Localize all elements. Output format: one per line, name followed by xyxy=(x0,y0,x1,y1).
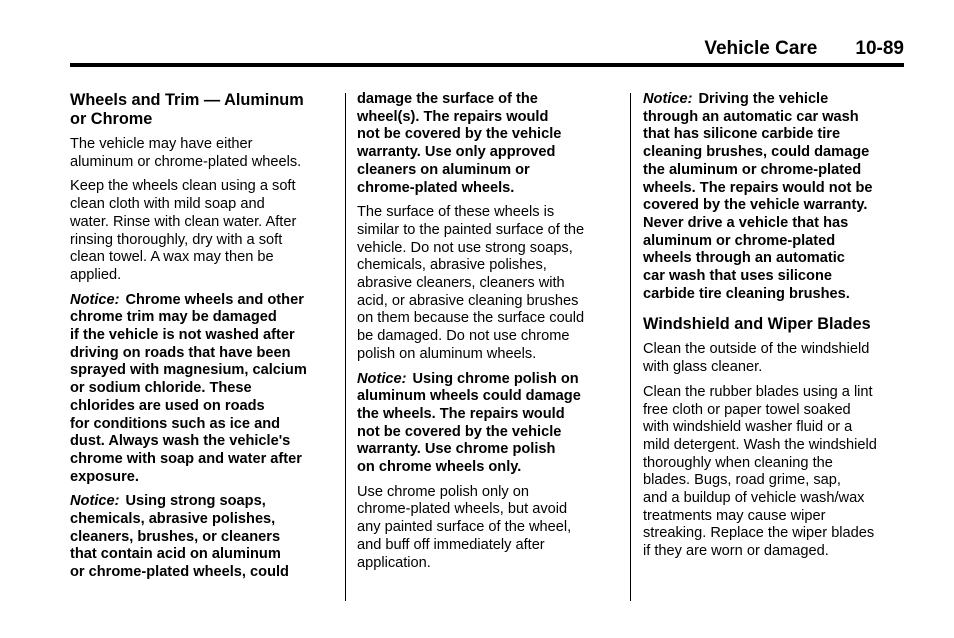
line-text: polish on aluminum wheels. xyxy=(357,345,537,362)
section-heading-windshield xyxy=(643,315,905,334)
line-text: wheel(s). The repairs would xyxy=(357,108,549,125)
text-line xyxy=(643,315,905,334)
line-text: through an automatic car wash xyxy=(643,108,859,125)
line-text: wheels through an automatic xyxy=(643,250,845,267)
text-line xyxy=(357,388,613,406)
column-divider-1 xyxy=(345,93,346,601)
line-text: Keep the wheels clean using a soft xyxy=(70,178,296,195)
line-text: covered by the vehicle warranty. xyxy=(643,197,868,214)
notice-block xyxy=(70,493,334,582)
line-text: Windshield and Wiper Blades xyxy=(643,315,871,334)
text-line xyxy=(357,180,613,198)
paragraph xyxy=(357,204,613,363)
text-line xyxy=(357,310,613,328)
text-line xyxy=(70,345,334,363)
text-line xyxy=(357,275,613,293)
line-text: cleaners on aluminum or xyxy=(357,161,530,178)
header-rule xyxy=(70,63,904,67)
line-text: Using chrome polish on xyxy=(412,370,579,387)
line-text: aluminum or chrome-plated xyxy=(643,232,836,249)
text-line xyxy=(70,493,334,511)
line-text: or sodium chloride. These xyxy=(70,380,252,397)
line-text: on chrome wheels only. xyxy=(357,459,522,476)
text-line xyxy=(643,250,905,268)
line-text: Chrome wheels and other xyxy=(125,291,304,308)
text-line xyxy=(357,519,613,537)
text-line xyxy=(357,144,613,162)
line-text: wheels. The repairs would not be xyxy=(643,179,873,196)
line-text: the wheels. The repairs would xyxy=(357,405,565,422)
text-line xyxy=(357,346,613,364)
line-text: if the vehicle is not washed after xyxy=(70,327,295,344)
text-line xyxy=(70,564,334,582)
text-line xyxy=(70,91,334,110)
text-line xyxy=(70,416,334,434)
line-text: blades. Bugs, road grime, sap, xyxy=(643,472,841,489)
text-line xyxy=(70,196,334,214)
line-text: carbide tire cleaning brushes. xyxy=(643,285,850,302)
line-text: chlorides are used on roads xyxy=(70,397,265,414)
text-line xyxy=(357,126,613,144)
text-line xyxy=(70,327,334,345)
text-line xyxy=(643,543,905,561)
text-line xyxy=(643,525,905,543)
text-line xyxy=(70,136,334,154)
line-text: that has silicone carbide tire xyxy=(643,126,841,143)
line-text: free cloth or paper towel soaked xyxy=(643,401,851,418)
line-text: chrome trim may be damaged xyxy=(70,309,277,326)
text-line xyxy=(357,222,613,240)
page-number: 10-89 xyxy=(855,38,904,59)
text-line xyxy=(357,240,613,258)
line-text: cleaning brushes, could damage xyxy=(643,144,870,161)
line-text: Using strong soaps, xyxy=(125,493,266,510)
text-line xyxy=(357,537,613,555)
page-header xyxy=(70,37,904,61)
notice-label: Notice: xyxy=(643,91,693,107)
line-text: exposure. xyxy=(70,468,139,485)
line-text: chemicals, abrasive polishes, xyxy=(357,257,547,274)
line-text: chemicals, abrasive polishes, xyxy=(70,511,276,528)
text-line xyxy=(70,546,334,564)
text-line xyxy=(357,109,613,127)
line-text: chrome with soap and water after xyxy=(70,450,302,467)
text-line xyxy=(70,249,334,267)
section-title: Vehicle Care xyxy=(704,38,818,59)
text-line xyxy=(643,109,905,127)
line-text: acid, or abrasive cleaning brushes xyxy=(357,292,579,309)
line-text: mild detergent. Wash the windshield xyxy=(643,436,877,453)
line-text: rinsing thoroughly, dry with a soft xyxy=(70,231,283,248)
line-text: aluminum wheels could damage xyxy=(357,388,581,405)
line-text: sprayed with magnesium, calcium xyxy=(70,362,307,379)
notice-block xyxy=(357,371,613,477)
text-line xyxy=(357,555,613,573)
text-line xyxy=(643,437,905,455)
line-text: Use chrome polish only on xyxy=(357,483,529,500)
line-text: streaking. Replace the wiper blades xyxy=(643,525,875,542)
text-line xyxy=(70,178,334,196)
line-text: and buff off immediately after xyxy=(357,536,545,553)
text-line xyxy=(357,257,613,275)
text-line xyxy=(70,433,334,451)
notice-label: Notice: xyxy=(70,291,120,308)
text-line xyxy=(643,455,905,473)
text-line xyxy=(357,501,613,519)
line-text: Never drive a vehicle that has xyxy=(643,214,849,231)
text-line xyxy=(357,293,613,311)
paragraph xyxy=(643,384,905,561)
line-text: the aluminum or chrome-plated xyxy=(643,161,862,178)
text-line xyxy=(357,162,613,180)
text-line xyxy=(643,268,905,286)
text-line xyxy=(357,328,613,346)
text-line xyxy=(357,406,613,424)
text-line xyxy=(70,214,334,232)
line-text: not be covered by the vehicle xyxy=(357,423,562,440)
line-text: chrome-plated wheels. xyxy=(357,179,515,196)
text-line xyxy=(357,91,613,109)
text-line xyxy=(643,162,905,180)
line-text: cleaners, brushes, or cleaners xyxy=(70,528,281,545)
text-line xyxy=(643,215,905,233)
text-line xyxy=(70,380,334,398)
line-text: on them because the surface could xyxy=(357,310,585,327)
line-text: car wash that uses silicone xyxy=(643,268,832,285)
text-line xyxy=(70,110,334,129)
line-text: clean cloth with mild soap and xyxy=(70,196,265,213)
line-text: water. Rinse with clean water. After xyxy=(70,213,297,230)
text-line xyxy=(357,204,613,222)
text-line xyxy=(643,402,905,420)
text-line xyxy=(643,419,905,437)
text-line xyxy=(643,144,905,162)
text-line xyxy=(357,459,613,477)
column-divider-2 xyxy=(630,93,631,601)
notice-block xyxy=(70,292,334,487)
line-text: abrasive cleaners, cleaners with xyxy=(357,275,565,292)
line-text: warranty. Use only approved xyxy=(357,144,556,161)
line-text: or chrome-plated wheels, could xyxy=(70,564,289,581)
line-text: application. xyxy=(357,554,431,571)
column-1 xyxy=(70,91,334,589)
text-line xyxy=(643,180,905,198)
line-text: or Chrome xyxy=(70,110,153,128)
text-line xyxy=(643,472,905,490)
section-heading-wheels xyxy=(70,91,334,129)
text-line xyxy=(70,292,334,310)
text-line xyxy=(643,341,905,359)
line-text: applied. xyxy=(70,266,122,283)
line-text: with windshield washer fluid or a xyxy=(643,419,853,436)
line-text: thoroughly when cleaning the xyxy=(643,454,833,471)
line-text: and a buildup of vehicle wash/wax xyxy=(643,490,865,507)
line-text: vehicle. Do not use strong soaps, xyxy=(357,239,573,256)
line-text: damage the surface of the xyxy=(357,91,538,107)
notice-label: Notice: xyxy=(357,370,407,387)
line-text: not be covered by the vehicle xyxy=(357,126,562,143)
line-text: any painted surface of the wheel, xyxy=(357,519,572,536)
text-line xyxy=(643,508,905,526)
line-text: treatments may cause wiper xyxy=(643,507,826,524)
line-text: driving on roads that have been xyxy=(70,344,291,361)
line-text: Clean the rubber blades using a lint xyxy=(643,383,873,400)
line-text: for conditions such as ice and xyxy=(70,415,281,432)
text-line xyxy=(357,441,613,459)
text-line xyxy=(70,309,334,327)
text-line xyxy=(643,233,905,251)
text-line xyxy=(357,484,613,502)
text-line xyxy=(643,286,905,304)
line-text: The vehicle may have either xyxy=(70,136,253,152)
paragraph xyxy=(643,341,905,376)
text-line xyxy=(643,359,905,377)
text-line xyxy=(643,197,905,215)
line-text: that contain acid on aluminum xyxy=(70,546,281,563)
notice-block xyxy=(643,91,905,303)
line-text: be damaged. Do not use chrome xyxy=(357,328,570,345)
text-line xyxy=(70,362,334,380)
text-line xyxy=(70,511,334,529)
notice-continuation xyxy=(357,91,613,197)
text-line xyxy=(70,398,334,416)
line-text: similar to the painted surface of the xyxy=(357,221,585,238)
column-2 xyxy=(357,91,613,579)
text-line xyxy=(70,232,334,250)
text-line xyxy=(643,91,905,109)
text-line xyxy=(643,490,905,508)
text-line xyxy=(70,451,334,469)
column-3 xyxy=(643,91,905,568)
paragraph xyxy=(70,178,334,284)
line-text: Driving the vehicle xyxy=(698,91,829,107)
line-text: clean towel. A wax may then be xyxy=(70,249,274,266)
line-text: with glass cleaner. xyxy=(643,359,763,376)
line-text: if they are worn or damaged. xyxy=(643,543,829,560)
text-line xyxy=(70,529,334,547)
line-text: aluminum or chrome-plated wheels. xyxy=(70,153,302,170)
line-text: chrome-plated wheels, but avoid xyxy=(357,501,568,518)
text-line xyxy=(643,384,905,402)
text-line xyxy=(357,371,613,389)
text-line xyxy=(70,469,334,487)
text-line xyxy=(643,126,905,144)
paragraph xyxy=(70,136,334,171)
line-text: dust. Always wash the vehicle's xyxy=(70,433,291,450)
notice-label: Notice: xyxy=(70,493,120,510)
text-line xyxy=(70,154,334,172)
text-line xyxy=(357,424,613,442)
text-line xyxy=(70,267,334,285)
line-text: Wheels and Trim — Aluminum xyxy=(70,91,304,109)
line-text: warranty. Use chrome polish xyxy=(357,441,556,458)
line-text: Clean the outside of the windshield xyxy=(643,341,870,358)
line-text: The surface of these wheels is xyxy=(357,204,555,221)
paragraph xyxy=(357,484,613,573)
